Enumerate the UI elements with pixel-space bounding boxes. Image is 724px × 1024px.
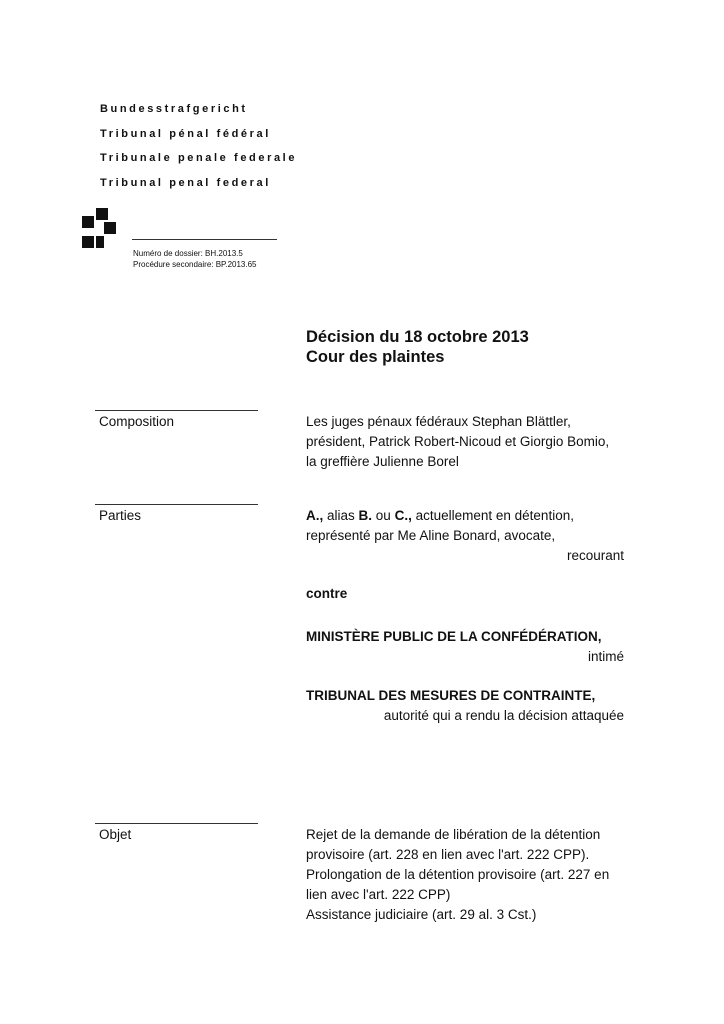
intime-name-text: MINISTÈRE PUBLIC DE LA CONFÉDÉRATION, <box>306 629 602 644</box>
alias-text: alias <box>323 508 359 523</box>
court-name-it: Tribunale penale federale <box>100 152 298 164</box>
composition-line: président, Patrick Robert-Nicoud et Giorgio Bomio, <box>306 434 610 449</box>
intime-name <box>306 627 624 647</box>
court-chamber: Cour des plaintes <box>306 348 445 366</box>
contre-block <box>306 584 624 604</box>
decision-date: Décision du 18 octobre 2013 <box>306 328 529 346</box>
detention-text: actuellement en détention, <box>411 508 574 523</box>
objet-line: Rejet de la demande de libération de la détention <box>306 827 601 842</box>
objet-divider <box>95 823 258 824</box>
composition-line: la greffière Julienne Borel <box>306 454 459 469</box>
autorite-block <box>306 686 624 726</box>
autorite-name <box>306 686 624 706</box>
dossier-number: Numéro de dossier: BH.2013.5 <box>133 249 243 258</box>
dossier-info <box>133 248 257 270</box>
parties-label: Parties <box>99 508 142 523</box>
recourant-role: recourant <box>566 548 624 563</box>
parties-divider <box>95 504 258 505</box>
objet-content <box>306 825 624 925</box>
court-names <box>100 102 297 200</box>
objet-label: Objet <box>99 827 132 842</box>
court-name-fr: Tribunal pénal fédéral <box>100 127 271 140</box>
court-name-de: Bundesstrafgericht <box>100 103 248 115</box>
swiss-cross-logo-icon <box>82 208 116 248</box>
decision-title <box>306 327 529 367</box>
autorite-role: autorité qui a rendu la décision attaquée <box>383 708 624 723</box>
composition-divider <box>95 410 258 411</box>
ou-text: ou <box>372 508 395 523</box>
recourant-name-b: B. <box>358 508 373 523</box>
secondary-procedure: Procédure secondaire: BP.2013.65 <box>133 260 257 269</box>
intime-role: intimé <box>587 649 624 664</box>
contre-label: contre <box>306 586 348 601</box>
dossier-divider <box>132 239 277 240</box>
objet-line: Prolongation de la détention provisoire (art. 227 en <box>306 867 610 882</box>
objet-line: Assistance judiciaire (art. 29 al. 3 Cst.) <box>306 907 537 922</box>
recourant-name-a: A., <box>306 508 324 523</box>
court-name-rm: Tribunal penal federal <box>100 176 271 189</box>
objet-line: lien avec l'art. 222 CPP) <box>306 887 451 902</box>
recourant-representation: représenté par Me Aline Bonard, avocate, <box>306 528 556 543</box>
recourant-name-c: C., <box>394 508 412 523</box>
composition-content <box>306 412 624 472</box>
composition-label: Composition <box>99 414 175 429</box>
autorite-name-text: TRIBUNAL DES MESURES DE CONTRAINTE, <box>306 688 596 703</box>
recourant-identity <box>306 506 624 526</box>
composition-line: Les juges pénaux fédéraux Stephan Blättler, <box>306 414 571 429</box>
recourant-block <box>306 506 624 566</box>
contre-text <box>306 584 624 604</box>
intime-block <box>306 627 624 667</box>
objet-line: provisoire (art. 228 en lien avec l'art. 222 CPP). <box>306 847 590 862</box>
